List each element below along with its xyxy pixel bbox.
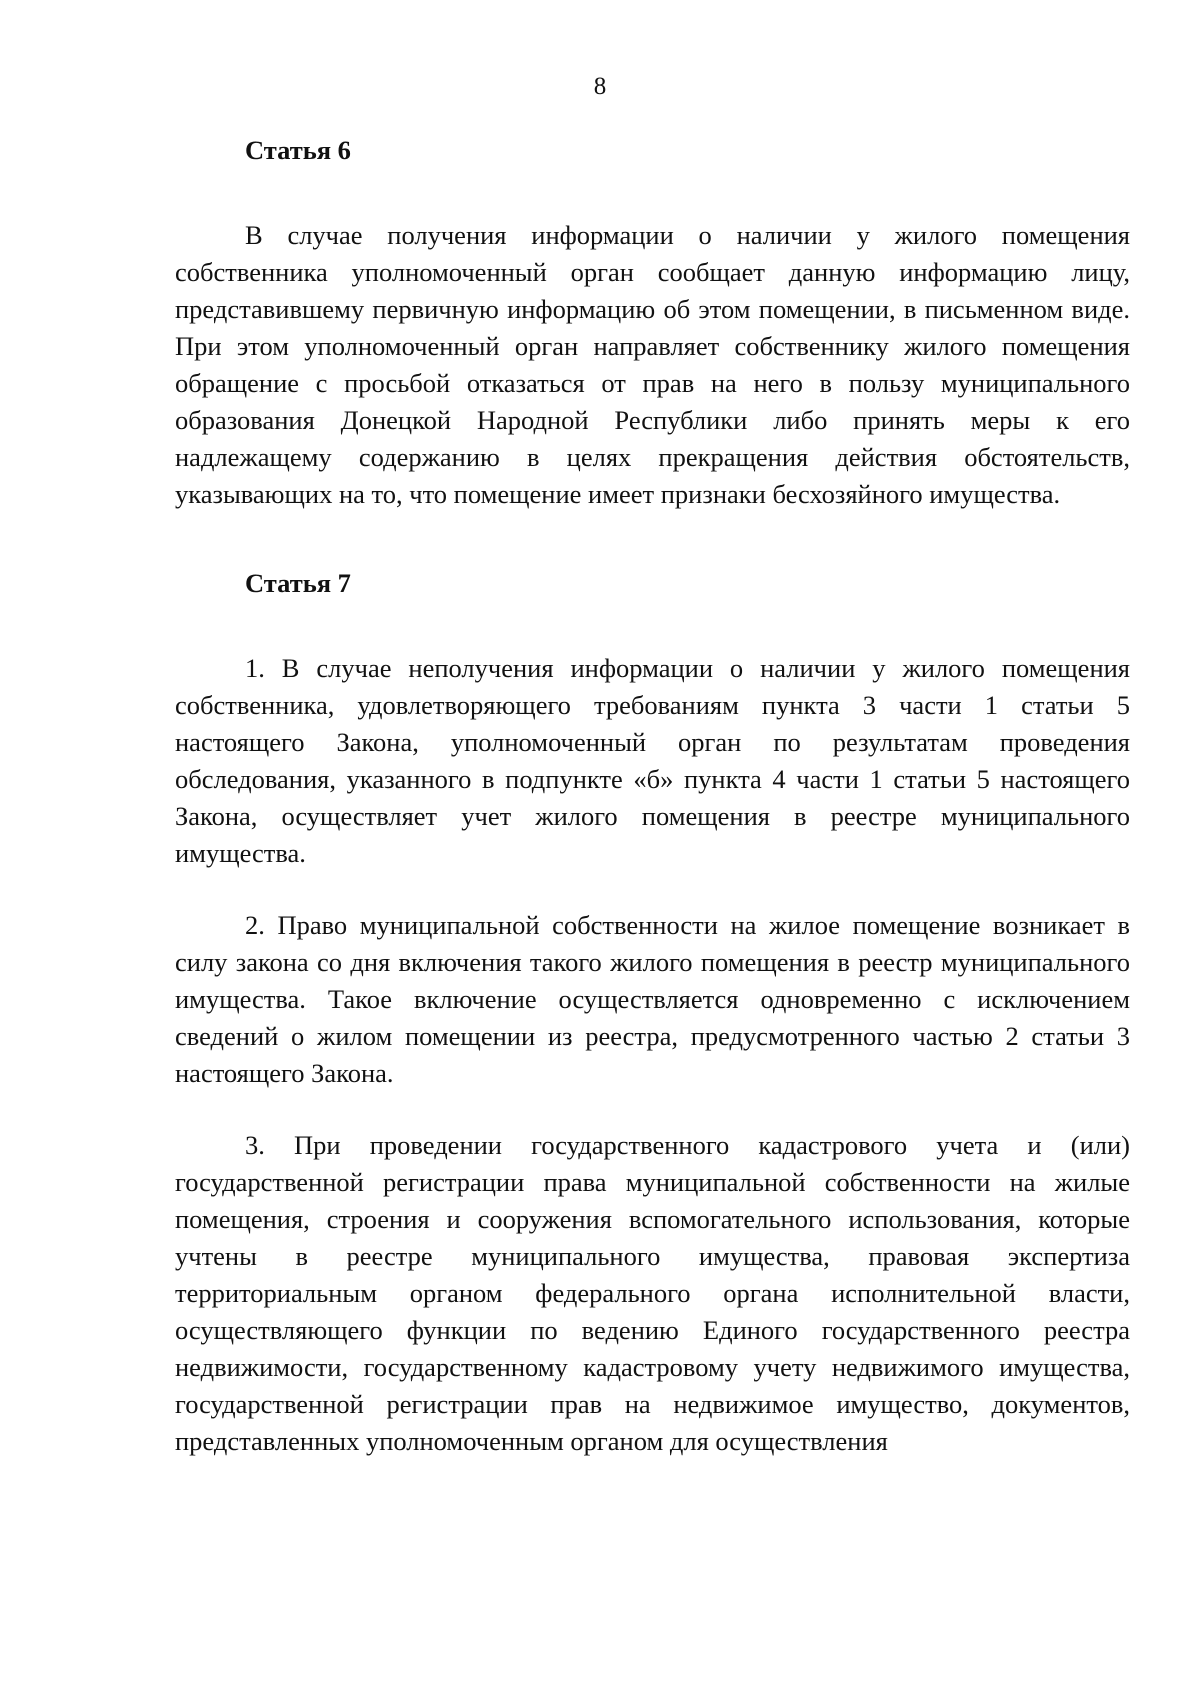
article-7-item-1: 1. В случае неполучения информации о наличии у жилого помещения собственника, удовлетворяющего требованиям пункта 3 части 1 статьи 5 настоящего Закона, уполномоченный орган по результатам проведения обследования, указанного в подпункте «б» пункта 4 части 1 статьи 5 настоящего Закона, осуществляет учет жилого помещения в реестре муниципального имущества. xyxy=(175,653,1130,868)
article-6-paragraph: В случае получения информации о наличии у жилого помещения собственника уполномоченный орган сообщает данную информацию лицу, представившему первичную информацию об этом помещении, в письменном виде. При этом уполномоченный орган направляет собственнику жилого помещения обращение с просьбой отказаться от прав на него в пользу муниципального образования Донецкой Народной Республики либо принять меры к его надлежащему содержанию в целях прекращения действия обстоятельств, указывающих на то, что помещение имеет признаки бесхозяйного имущества. xyxy=(175,220,1130,509)
article-7-item-3: 3. При проведении государственного кадастрового учета и (или) государственной регистрации права муниципальной собственности на жилые помещения, строения и сооружения вспомогательного использования, которые учтены в реестре муниципального имущества, правовая экспертиза территориальным органом федерального органа исполнительной власти, осуществляющего функции по ведению Единого государственного реестра недвижимости, государственному кадастровому учету недвижимого имущества, государственной регистрации прав на недвижимое имущество, документов, представленных уполномоченным органом для осуществления xyxy=(175,1130,1130,1456)
article-7 xyxy=(175,565,1130,1460)
page-number: 8 xyxy=(593,73,607,100)
article-7-heading: Статья 7 xyxy=(245,568,351,598)
article-6-heading: Статья 6 xyxy=(245,135,351,165)
article-6 xyxy=(175,132,1130,513)
document-body xyxy=(175,132,1130,1460)
article-7-item-2: 2. Право муниципальной собственности на жилое помещение возникает в силу закона со дня включения такого жилого помещения в реестр муниципального имущества. Такое включение осуществляется одновременно с исключением сведений о жилом помещении из реестра, предусмотренного частью 2 статьи 3 настоящего Закона. xyxy=(175,910,1130,1088)
